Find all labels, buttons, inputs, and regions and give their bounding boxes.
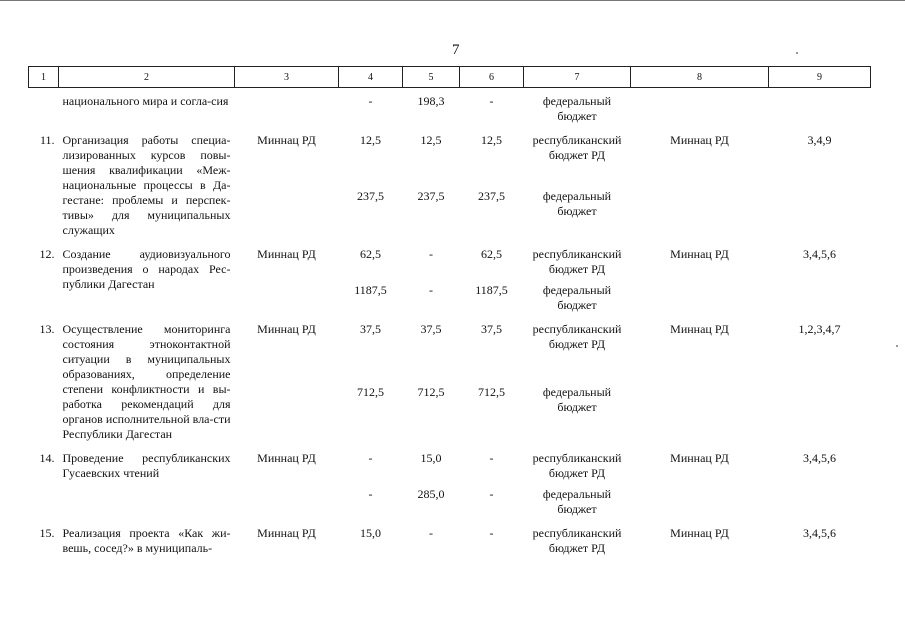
funding-value: 198,3: [417, 94, 445, 108]
funding-value: 237,5: [478, 188, 505, 203]
funding-value: 12,5: [481, 133, 502, 147]
funding-source: республиканский бюджет РД: [532, 322, 622, 351]
funding-value: -: [368, 451, 373, 465]
row-number: 12.: [39, 247, 55, 261]
spacer-cell: [524, 124, 631, 133]
activity-name: Организация работы специа-лизированных курсов повы-шения квалификации «Меж-национальные процессы в Да-гестане: проблемы и перспек-тивы» для муниципальных служащих: [62, 133, 231, 237]
spacer-cell: [524, 238, 631, 247]
funding-source: республиканский бюджет РД: [532, 451, 622, 480]
spacer-cell: [403, 238, 460, 247]
spacer-cell: [631, 313, 769, 322]
column-number-header-row: [29, 67, 871, 88]
activity-row: [29, 247, 871, 277]
funding-value: -: [489, 526, 494, 540]
spacer-cell: [769, 238, 871, 247]
activity-name: Проведение республиканских Гусаевских чтений: [62, 451, 231, 480]
indicators: 3,4,5,6: [803, 247, 836, 261]
funding-value: -: [429, 526, 433, 540]
funding-value: 712,5: [478, 385, 505, 399]
spacer-cell: [235, 238, 339, 247]
column-header: 2: [59, 67, 235, 88]
funding-value: 15,0: [360, 526, 381, 540]
executor: Миннац РД: [670, 322, 729, 336]
column-header: 1: [29, 67, 59, 88]
spacer-cell: [29, 124, 59, 133]
spacer-cell: [339, 313, 403, 322]
column-header: 4: [339, 67, 403, 88]
column-header: 3: [235, 67, 339, 88]
executor: Миннац РД: [257, 247, 316, 261]
funding-value: -: [429, 283, 433, 297]
executor-cell: [235, 88, 339, 125]
indicators: 1,2,3,4,7: [798, 322, 841, 336]
spacer-cell: [29, 238, 59, 247]
spacer-cell: [339, 124, 403, 133]
funding-value: -: [429, 247, 433, 261]
column-header: 9: [769, 67, 871, 88]
spacer-cell: [403, 442, 460, 451]
funding-value: 237,5: [357, 188, 384, 203]
spacer-cell: [339, 517, 403, 526]
spacer-cell: [339, 238, 403, 247]
executor: Миннац РД: [257, 451, 316, 465]
spacer-cell: [631, 238, 769, 247]
executor: Миннац РД: [670, 133, 729, 147]
funding-source: республиканский бюджет РД: [532, 526, 622, 555]
funding-value: -: [489, 94, 494, 108]
row-spacer: [29, 124, 871, 133]
funding-value: 12,5: [420, 133, 442, 147]
indicators: 3,4,5,6: [803, 451, 836, 465]
column-header: 5: [403, 67, 460, 88]
spacer-cell: [769, 442, 871, 451]
page-top-edge: [0, 0, 905, 1]
row-spacer: [29, 442, 871, 451]
funding-value: 285,0: [417, 487, 445, 501]
spacer-cell: [631, 124, 769, 133]
spacer-cell: [769, 124, 871, 133]
executor-cell: [631, 88, 769, 125]
spacer-cell: [29, 517, 59, 526]
spacer-cell: [403, 124, 460, 133]
spacer-cell: [59, 442, 235, 451]
funding-value: 62,5: [481, 247, 502, 261]
row-number: 15.: [39, 526, 55, 540]
executor: Миннац РД: [670, 451, 729, 465]
spacer-cell: [339, 442, 403, 451]
spacer-cell: [29, 313, 59, 322]
funding-value: -: [368, 94, 373, 108]
indicators: 3,4,5,6: [803, 526, 836, 540]
row-spacer: [29, 238, 871, 247]
spacer-cell: [59, 238, 235, 247]
activity-row: [29, 322, 871, 379]
indicators: 3,4,9: [807, 133, 832, 147]
funding-value: 15,0: [420, 451, 442, 465]
executor: Миннац РД: [257, 526, 316, 540]
funding-value: 12,5: [360, 133, 381, 147]
funding-value: 712,5: [357, 385, 384, 399]
continuation-row: [29, 88, 871, 125]
funding-value: -: [368, 487, 373, 501]
funding-value: -: [489, 451, 494, 465]
spacer-cell: [460, 124, 524, 133]
scan-speck: [796, 52, 798, 54]
spacer-cell: [524, 442, 631, 451]
column-header: 6: [460, 67, 524, 88]
spacer-cell: [235, 442, 339, 451]
spacer-cell: [631, 442, 769, 451]
executor: Миннац РД: [670, 247, 729, 261]
row-number: 14.: [39, 451, 55, 465]
funding-source: республиканский бюджет РД: [532, 247, 622, 276]
spacer-cell: [460, 442, 524, 451]
funding-source: федеральный бюджет: [542, 487, 612, 516]
executor: Миннац РД: [257, 322, 316, 336]
row-spacer: [29, 517, 871, 526]
activity-row: [29, 526, 871, 556]
activity-row: [29, 133, 871, 183]
spacer-cell: [403, 517, 460, 526]
funding-source: республиканский бюджет РД: [532, 133, 622, 162]
spacer-cell: [524, 517, 631, 526]
spacer-cell: [59, 517, 235, 526]
spacer-cell: [403, 313, 460, 322]
activity-name: национального мира и согла-сия: [62, 94, 229, 108]
funding-value: 37,5: [481, 322, 502, 336]
spacer-cell: [59, 313, 235, 322]
row-number: 11.: [39, 133, 55, 147]
executor: Миннац РД: [670, 526, 729, 540]
indicators-cell: [769, 88, 871, 125]
spacer-cell: [460, 313, 524, 322]
row-number-cell: [29, 88, 59, 125]
spacer-cell: [235, 124, 339, 133]
funding-value: 62,5: [360, 247, 381, 261]
funding-source: федеральный бюджет: [542, 283, 612, 312]
spacer-cell: [59, 124, 235, 133]
funding-source: федеральный бюджет: [542, 385, 612, 414]
spacer-cell: [235, 517, 339, 526]
funding-value: -: [489, 487, 494, 501]
column-header: 7: [524, 67, 631, 88]
funding-source: федеральный бюджет: [542, 188, 612, 218]
spacer-cell: [235, 313, 339, 322]
activity-name: Осуществление мониторинга состояния этноконтактной ситуации в муниципальных образованиях, определение степени конфликтности и вы-работка рекомендаций для органов исполнительной вла-сти Республики Дагестан: [62, 322, 231, 441]
activity-name: Создание аудиовизуального произведения о народах Рес-публики Дагестан: [62, 247, 231, 291]
activity-row: [29, 451, 871, 481]
spacer-cell: [29, 442, 59, 451]
funding-value: 1187,5: [354, 283, 387, 297]
spacer-cell: [460, 517, 524, 526]
program-activities-table: [28, 66, 871, 556]
activity-name: Реализация проекта «Как жи-вешь, сосед?» в муниципаль-: [62, 526, 231, 555]
spacer-cell: [769, 517, 871, 526]
funding-value: 37,5: [420, 322, 442, 336]
scan-speck: [896, 345, 898, 347]
spacer-cell: [631, 517, 769, 526]
spacer-cell: [524, 313, 631, 322]
spacer-cell: [460, 238, 524, 247]
row-spacer: [29, 313, 871, 322]
row-number: 13.: [39, 322, 55, 336]
funding-value: 712,5: [417, 385, 445, 399]
funding-value: 37,5: [360, 322, 381, 336]
page-number: 7: [452, 42, 460, 58]
executor: Миннац РД: [257, 133, 316, 147]
column-header: 8: [631, 67, 769, 88]
funding-source: федеральный бюджет: [542, 94, 612, 123]
funding-value: 1187,5: [475, 283, 508, 297]
spacer-cell: [769, 313, 871, 322]
funding-value: 237,5: [417, 188, 445, 203]
